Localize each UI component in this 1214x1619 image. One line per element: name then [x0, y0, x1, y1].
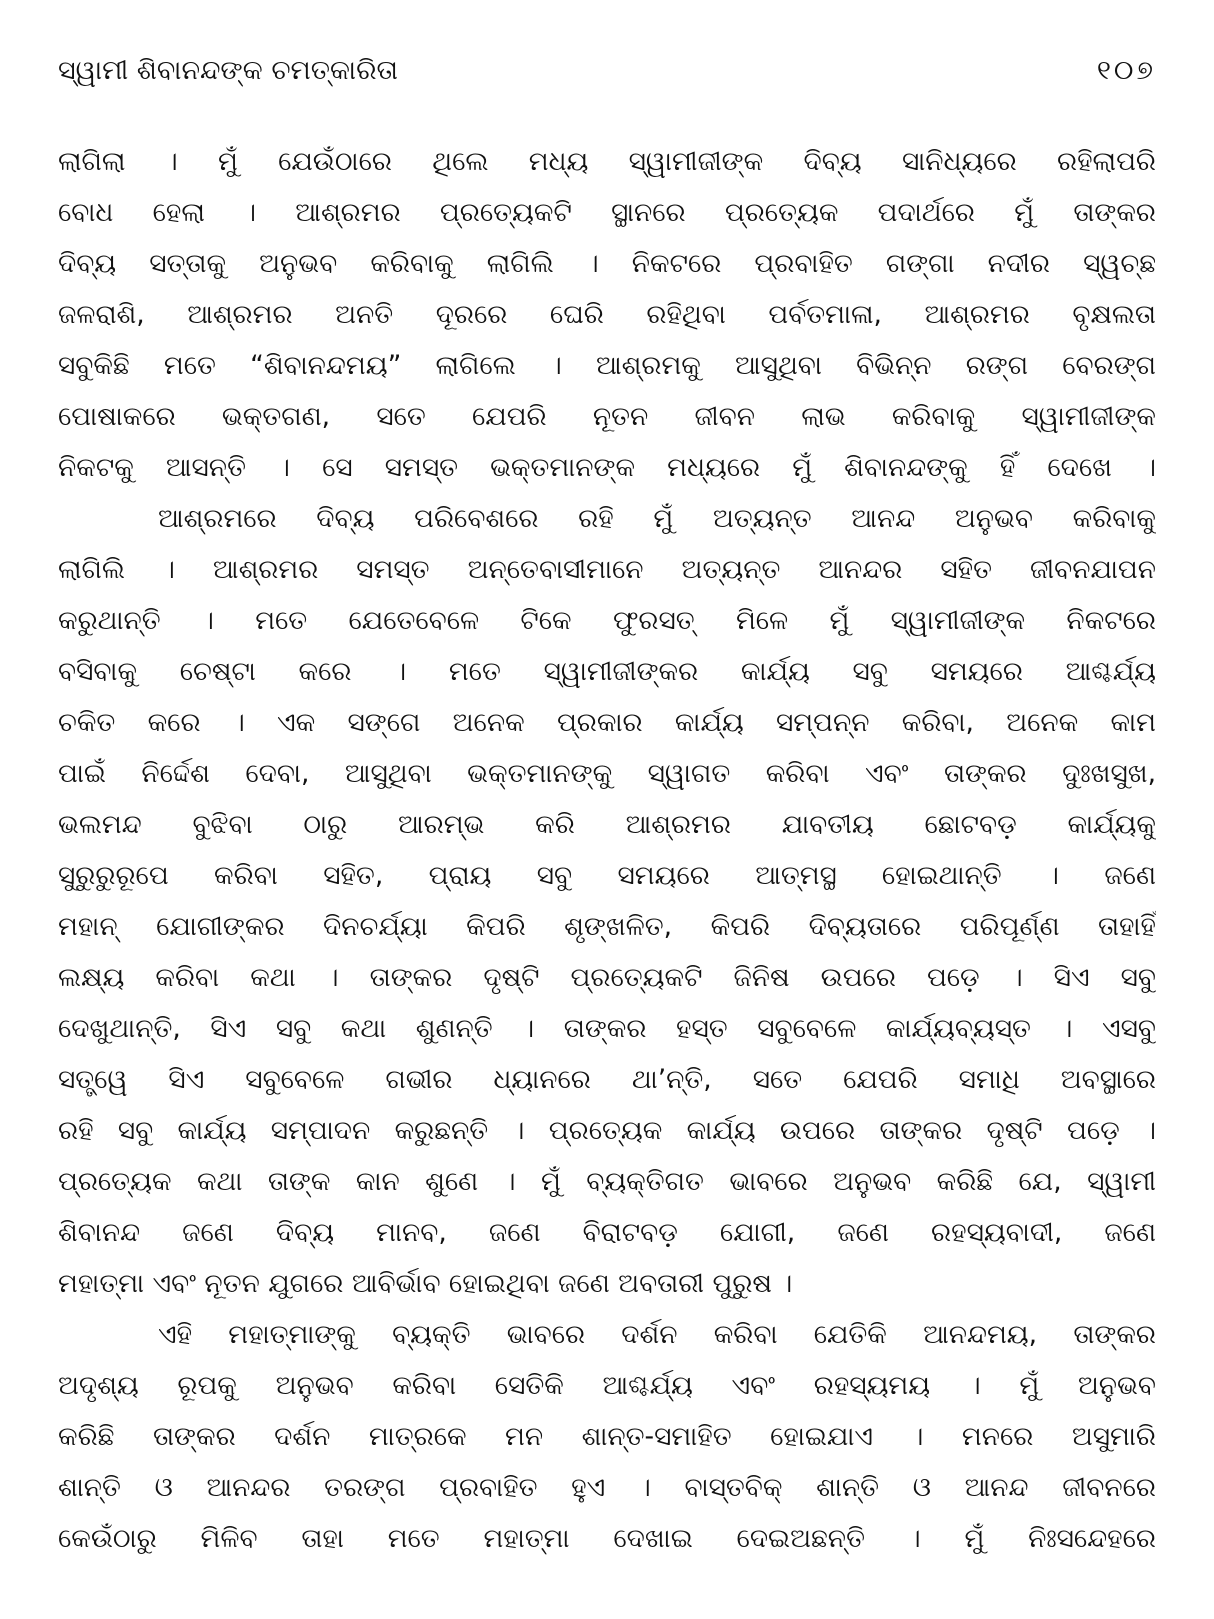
text-line: ନିକଟକୁ ଆସନ୍ତି । ସେ ସମସ୍ତ ଭକ୍ତମାନଙ୍କ ମଧ୍ୟରେ ମୁଁ ଶିବାନନ୍ଦଙ୍କୁ ହିଁ ଦେଖେ । — [58, 452, 1156, 483]
text-line: ବସିବାକୁ ଚେଷ୍ଟା କରେ । ମତେ ସ୍ୱାମୀଜୀଙ୍କର କାର୍ଯ୍ୟ ସବୁ ସମୟରେ ଆଶ୍ଚର୍ଯ୍ୟ — [58, 656, 1156, 687]
text-line: କରୁଥାନ୍ତି । ମତେ ଯେତେବେଳେ ଟିକେ ଫୁରସତ୍ ମିଳେ ମୁଁ ସ୍ୱାମୀଜୀଙ୍କ ନିକଟରେ — [58, 605, 1156, 636]
text-line: ଲାଗିଲା । ମୁଁ ଯେଉଁଠାରେ ଥିଲେ ମଧ୍ୟ ସ୍ୱାମୀଜୀଙ୍କ ଦିବ୍ୟ ସାନିଧ୍ୟରେ ରହିଲାପରି — [58, 146, 1156, 177]
text-line: ରହି ସବୁ କାର୍ଯ୍ୟ ସମ୍ପାଦନ କରୁଛନ୍ତି । ପ୍ରତ୍ୟେକ କାର୍ଯ୍ୟ ଉପରେ ତାଙ୍କର ଦୃଷ୍ଟି ପଡ଼େ । — [58, 1115, 1156, 1146]
text-line: ପୋଷାକରେ ଭକ୍ତଗଣ, ସତେ ଯେପରି ନୂତନ ଜୀବନ ଲାଭ କରିବାକୁ ସ୍ୱାମୀଜୀଙ୍କ — [58, 401, 1156, 432]
page-header — [58, 48, 1156, 92]
text-line: ଲାଗିଲି । ଆଶ୍ରମର ସମସ୍ତ ଅନ୍ତେବାସୀମାନେ ଅତ୍ୟନ୍ତ ଆନନ୍ଦର ସହିତ ଜୀବନଯାପନ — [58, 554, 1156, 585]
page-number: ୧୦୭ — [1096, 54, 1156, 86]
text-line: ଦିବ୍ୟ ସତ୍ତାକୁ ଅନୁଭବ କରିବାକୁ ଲାଗିଲି । ନିକଟରେ ପ୍ରବାହିତ ଗଙ୍ଗା ନଦୀର ସ୍ୱଚ୍ଛ — [58, 248, 1156, 279]
text-line: ସୁରୁରୁରୂପେ କରିବା ସହିତ, ପ୍ରାୟ ସବୁ ସମୟରେ ଆତ୍ମସ୍ଥ ହୋଇଥାନ୍ତି । ଜଣେ — [58, 860, 1156, 891]
text-line: ଚକିତ କରେ । ଏକ ସଙ୍ଗେ ଅନେକ ପ୍ରକାର କାର୍ଯ୍ୟ ସମ୍ପନ୍ନ କରିବା, ଅନେକ କାମ — [58, 707, 1156, 738]
paragraph-first-line: ଆଶ୍ରମରେ ଦିବ୍ୟ ପରିବେଶରେ ରହି ମୁଁ ଅତ୍ୟନ୍ତ ଆନନ୍ଦ ଅନୁଭବ କରିବାକୁ — [158, 503, 1156, 534]
text-line: ଭଲମନ୍ଦ ବୁଝିବା ଠାରୁ ଆରମ୍ଭ କରି ଆଶ୍ରମର ଯାବତୀୟ ଛୋଟବଡ଼ କାର୍ଯ୍ୟକୁ — [58, 809, 1156, 840]
text-line: ଜଳରାଶି, ଆଶ୍ରମର ଅନତି ଦୂରରେ ଘେରି ରହିଥିବା ପର୍ବତମାଳା, ଆଶ୍ରମର ବୃକ୍ଷଲତା — [58, 299, 1156, 330]
running-title: ସ୍ୱାମୀ ଶିବାନନ୍ଦଙ୍କ ଚମତ୍କାରିତା — [58, 54, 399, 86]
paragraph-first-line: ଏହି ମହାତ୍ମାଙ୍କୁ ବ୍ୟକ୍ତି ଭାବରେ ଦର୍ଶନ କରିବା ଯେତିକି ଆନନ୍ଦମୟ, ତାଙ୍କର — [158, 1319, 1156, 1350]
text-line: ବୋଧ ହେଲା । ଆଶ୍ରମର ପ୍ରତ୍ୟେକଟି ସ୍ଥାନରେ ପ୍ରତ୍ୟେକ ପଦାର୍ଥରେ ମୁଁ ତାଙ୍କର — [58, 197, 1156, 228]
text-line: ଅଦୃଶ୍ୟ ରୂପକୁ ଅନୁଭବ କରିବା ସେତିକି ଆଶ୍ଚର୍ଯ୍ୟ ଏବଂ ରହସ୍ୟମୟ । ମୁଁ ଅନୁଭବ — [58, 1370, 1156, 1401]
text-line: ସତ୍ତ୍ୱେ ସିଏ ସବୁବେଳେ ଗଭୀର ଧ୍ୟାନରେ ଥା’ନ୍ତି, ସତେ ଯେପରି ସମାଧି ଅବସ୍ଥାରେ — [58, 1064, 1156, 1095]
text-line: ପ୍ରତ୍ୟେକ କଥା ତାଙ୍କ କାନ ଶୁଣେ । ମୁଁ ବ୍ୟକ୍ତିଗତ ଭାବରେ ଅନୁଭବ କରିଛି ଯେ, ସ୍ୱାମୀ — [58, 1166, 1156, 1197]
text-line: ପାଇଁ ନିର୍ଦ୍ଦେଶ ଦେବା, ଆସୁଥିବା ଭକ୍ତମାନଙ୍କୁ ସ୍ୱାଗତ କରିବା ଏବଂ ତାଙ୍କର ଦୁଃଖସୁଖ, — [58, 758, 1156, 789]
text-line: ସବୁକିଛି ମତେ “ଶିବାନନ୍ଦମୟ” ଲାଗିଲେ । ଆଶ୍ରମକୁ ଆସୁଥିବା ବିଭିନ୍ନ ରଙ୍ଗ ବେରଙ୍ଗ — [58, 350, 1156, 381]
text-line: ଶାନ୍ତି ଓ ଆନନ୍ଦର ତରଙ୍ଗ ପ୍ରବାହିତ ହୁଏ । ବାସ୍ତବିକ୍ ଶାନ୍ତି ଓ ଆନନ୍ଦ ଜୀବନରେ — [58, 1472, 1156, 1503]
text-line: କେଉଁଠାରୁ ମିଳିବ ତାହା ମତେ ମହାତ୍ମା ଦେଖାଇ ଦେଇଅଛନ୍ତି । ମୁଁ ନିଃସନ୍ଦେହରେ — [58, 1523, 1156, 1554]
text-line: କରିଛି ତାଙ୍କର ଦର୍ଶନ ମାତ୍ରକେ ମନ ଶାନ୍ତ-ସମାହିତ ହୋଇଯାଏ । ମନରେ ଅସୁମାରି — [58, 1421, 1156, 1452]
text-line: ଲକ୍ଷ୍ୟ କରିବା କଥା । ତାଙ୍କର ଦୃଷ୍ଟି ପ୍ରତ୍ୟେକଟି ଜିନିଷ ଉପରେ ପଡ଼େ । ସିଏ ସବୁ — [58, 962, 1156, 993]
body-text — [58, 136, 1156, 1564]
text-line: ଦେଖୁଥାନ୍ତି, ସିଏ ସବୁ କଥା ଶୁଣନ୍ତି । ତାଙ୍କର ହସ୍ତ ସବୁବେଳେ କାର୍ଯ୍ୟବ୍ୟସ୍ତ । ଏସବୁ — [58, 1013, 1156, 1044]
text-line: ଶିବାନନ୍ଦ ଜଣେ ଦିବ୍ୟ ମାନବ, ଜଣେ ବିରାଟବଡ଼ ଯୋଗୀ, ଜଣେ ରହସ୍ୟବାଦୀ, ଜଣେ — [58, 1217, 1156, 1248]
text-line: ମହାନ୍ ଯୋଗୀଙ୍କର ଦିନଚର୍ଯ୍ୟା କିପରି ଶୃଙ୍ଖଳିତ, କିପରି ଦିବ୍ୟତାରେ ପରିପୂର୍ଣ୍ଣ ତାହାହିଁ — [58, 911, 1156, 942]
text-line: ମହାତ୍ମା ଏବଂ ନୂତନ ଯୁଗରେ ଆବିର୍ଭାବ ହୋଇଥିବା ଜଣେ ଅବତାରୀ ପୁରୁଷ । — [58, 1268, 793, 1299]
